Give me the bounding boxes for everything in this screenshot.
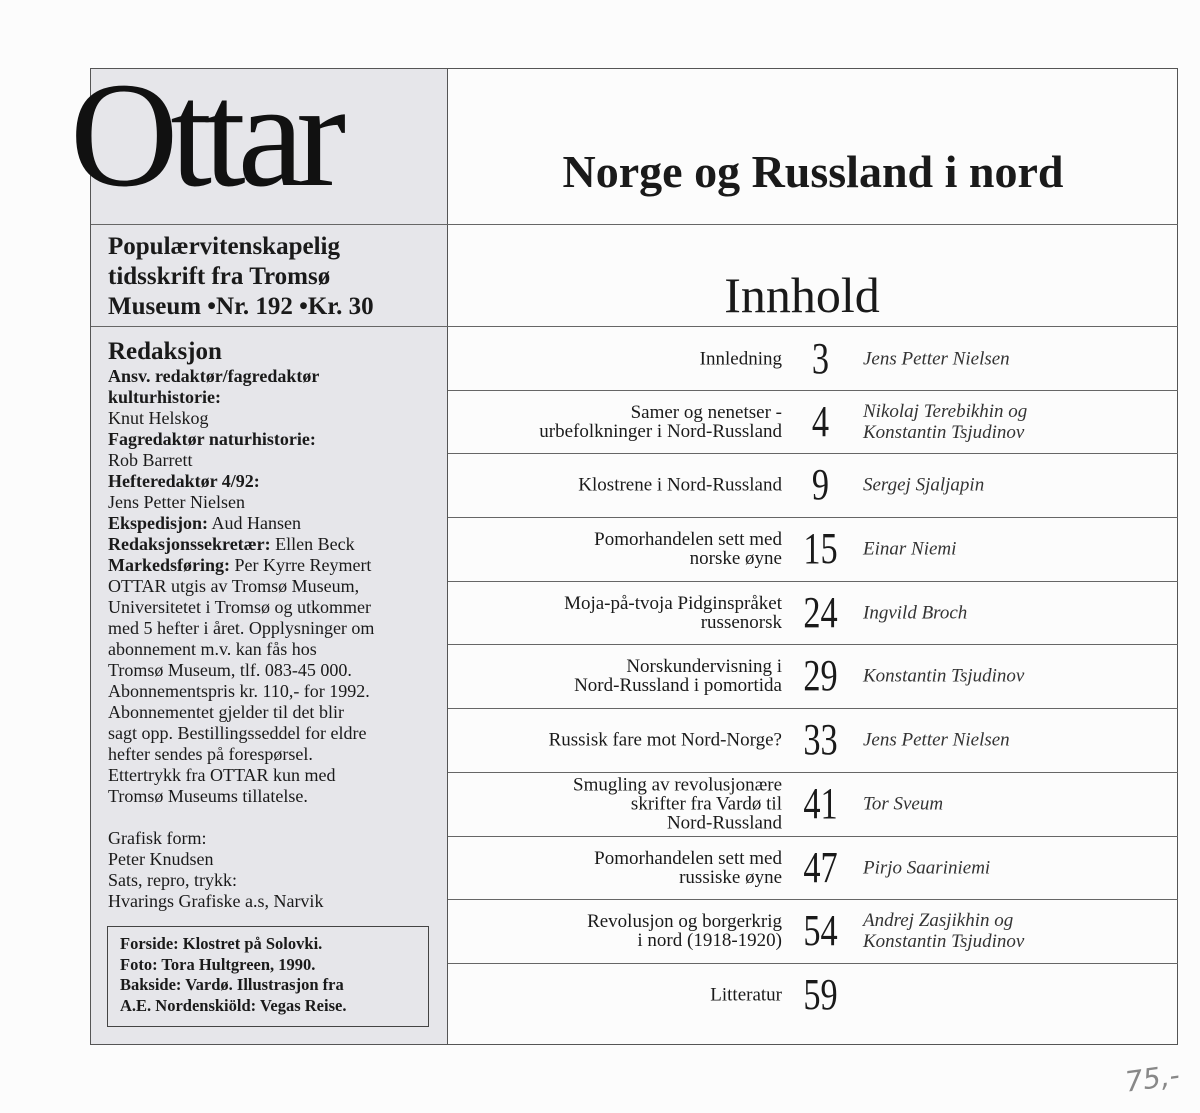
author-line: Pirjo Saariniemi bbox=[863, 857, 991, 878]
article-title bbox=[462, 731, 782, 750]
redaksjon-heading: Redaksjon bbox=[108, 338, 222, 365]
production-line: Peter Knudsen bbox=[108, 849, 214, 869]
editorial-line bbox=[108, 366, 438, 387]
editorial-line bbox=[108, 576, 438, 597]
toc-entry bbox=[448, 327, 1178, 390]
article-title bbox=[462, 849, 782, 887]
production-line: Sats, repro, trykk: bbox=[108, 870, 237, 890]
editorial-line bbox=[108, 765, 438, 786]
article-title bbox=[462, 476, 782, 495]
editorial-line bbox=[108, 723, 438, 744]
article-author bbox=[863, 794, 943, 815]
author-line: Sergej Sjaljapin bbox=[863, 474, 985, 496]
article-title-line: Nord-Russland bbox=[666, 812, 782, 834]
page-number: 9 bbox=[811, 460, 830, 509]
article-title-line: norske øyne bbox=[689, 548, 782, 569]
editorial-label: Markedsføring: bbox=[108, 555, 230, 575]
article-author bbox=[863, 730, 1010, 751]
editorial-line bbox=[108, 534, 438, 555]
article-title-line: skrifter fra Vardø til bbox=[630, 793, 782, 815]
editorial-value: Universitetet i Tromsø og utkommer bbox=[108, 597, 371, 617]
editorial-line bbox=[108, 555, 438, 576]
editorial-value: hefter sendes på forespørsel. bbox=[108, 744, 313, 764]
author-line: Jens Petter Nielsen bbox=[863, 729, 1010, 751]
editorial-value: OTTAR utgis av Tromsø Museum, bbox=[108, 576, 360, 596]
editorial-label: Fagredaktør naturhistorie: bbox=[108, 429, 316, 449]
article-title bbox=[462, 657, 782, 695]
editorial-line bbox=[108, 702, 438, 723]
credit-line: Forside: Klostret på Solovki. bbox=[120, 934, 323, 953]
page-number: 33 bbox=[803, 715, 838, 764]
article-title-line: Norskundervisning i bbox=[626, 656, 782, 677]
article-title-line: russenorsk bbox=[700, 611, 782, 633]
article-title bbox=[462, 594, 782, 632]
article-title-line: Smugling av revolusjonære bbox=[573, 774, 782, 796]
editorial-line bbox=[108, 786, 438, 807]
editorial-value: Ellen Beck bbox=[270, 534, 355, 554]
editorial-value: Tromsø Museums tillatelse. bbox=[108, 786, 308, 806]
editorial-value: Abonnementspris kr. 110,- for 1992. bbox=[108, 681, 370, 701]
ottar-logo: Ottar bbox=[70, 52, 339, 218]
editorial-line bbox=[108, 681, 438, 702]
page-number: 41 bbox=[803, 779, 838, 828]
editorial-label: Ansv. redaktør/fagredaktør bbox=[108, 366, 320, 386]
handwritten-price: 75,- bbox=[1122, 1058, 1182, 1099]
article-title-line: Moja-på-tvoja Pidginspråket bbox=[564, 592, 782, 614]
editorial-value: sagt opp. Bestillingsseddel for eldre bbox=[108, 723, 367, 743]
editorial-line bbox=[108, 660, 438, 681]
article-title-line: Nord-Russland i pomortida bbox=[574, 675, 782, 696]
tagline-line: Museum •Nr. 192 •Kr. 30 bbox=[108, 293, 374, 320]
author-line: Jens Petter Nielsen bbox=[863, 348, 1010, 369]
page-number: 3 bbox=[811, 333, 830, 383]
toc-entry bbox=[448, 963, 1178, 1027]
production-line: Hvarings Grafiske a.s, Narvik bbox=[108, 891, 324, 911]
credit-line: Foto: Tora Hultgreen, 1990. bbox=[120, 954, 316, 974]
editorial-line bbox=[108, 744, 438, 765]
contents-heading: Innhold bbox=[724, 267, 880, 323]
editorial-value: Tromsø Museum, tlf. 083-45 000. bbox=[108, 660, 352, 680]
article-title-line: Pomorhandelen sett med bbox=[594, 847, 782, 869]
author-line: Konstantin Tsjudinov bbox=[863, 665, 1025, 687]
article-title bbox=[462, 912, 782, 950]
credit-line: Bakside: Vardø. Illustrasjon fra bbox=[120, 975, 344, 994]
page-number: 24 bbox=[803, 587, 838, 637]
article-author bbox=[863, 910, 1024, 952]
article-title-line: Russisk fare mot Nord-Norge? bbox=[548, 729, 782, 751]
article-title bbox=[462, 349, 782, 368]
editorial-value: abonnement m.v. kan fås hos bbox=[108, 639, 317, 659]
article-title-line: Klostrene i Nord-Russland bbox=[578, 474, 782, 496]
editorial-label: Ekspedisjon: bbox=[108, 513, 209, 533]
page-number: 4 bbox=[811, 396, 830, 446]
article-title-line: urbefolkninger i Nord-Russland bbox=[539, 420, 782, 442]
editorial-value: Per Kyrre Reymert bbox=[229, 555, 372, 575]
editorial-line bbox=[108, 513, 438, 534]
editorial-value: Ettertrykk fra OTTAR kun med bbox=[108, 765, 336, 785]
editorial-line bbox=[108, 639, 438, 660]
article-author bbox=[863, 666, 1024, 687]
page-number: 59 bbox=[803, 970, 838, 1019]
author-line: Konstantin Tsjudinov bbox=[863, 421, 1025, 443]
tagline-line: Populærvitenskapelig bbox=[108, 233, 340, 260]
editorial-line bbox=[108, 492, 438, 513]
article-title-line: russiske øyne bbox=[679, 866, 782, 888]
toc-entry bbox=[448, 453, 1178, 517]
author-line: Andrej Zasjikhin og bbox=[863, 910, 1014, 931]
editorial-value: Knut Helskog bbox=[108, 408, 209, 428]
author-line: Konstantin Tsjudinov bbox=[863, 931, 1025, 952]
editorial-line bbox=[108, 597, 438, 618]
article-author bbox=[863, 348, 1010, 369]
editorial-info bbox=[108, 338, 438, 912]
toc-entry bbox=[448, 899, 1178, 963]
article-author bbox=[863, 401, 1027, 443]
editorial-value: Abonnementet gjelder til det blir bbox=[108, 702, 344, 722]
article-title bbox=[462, 403, 782, 441]
toc-entry bbox=[448, 772, 1178, 836]
production-line: Grafisk form: bbox=[108, 828, 207, 848]
page-number: 47 bbox=[803, 842, 838, 892]
article-title bbox=[462, 530, 782, 568]
credit-line: A.E. Nordenskiöld: Vegas Reise. bbox=[120, 995, 347, 1015]
editorial-line bbox=[108, 387, 438, 408]
page-number: 54 bbox=[803, 906, 838, 955]
issue-title: Norge og Russland i nord bbox=[562, 146, 1064, 197]
editorial-line bbox=[108, 450, 438, 471]
cover-credits bbox=[107, 926, 429, 1027]
editorial-label: Redaksjonssekretær: bbox=[108, 534, 271, 554]
author-line: Ingvild Broch bbox=[863, 602, 968, 623]
article-title-line: Samer og nenetser - bbox=[630, 401, 782, 423]
author-line: Einar Niemi bbox=[863, 538, 957, 560]
article-author bbox=[863, 602, 967, 623]
article-title bbox=[462, 776, 782, 833]
author-line: Nikolaj Terebikhin og bbox=[863, 400, 1028, 422]
toc-entry bbox=[448, 836, 1178, 899]
editorial-line bbox=[108, 618, 438, 639]
page-number: 15 bbox=[803, 524, 838, 573]
editorial-label: Hefteredaktør 4/92: bbox=[108, 471, 260, 491]
toc-entry bbox=[448, 644, 1178, 708]
page-number: 29 bbox=[803, 651, 838, 700]
article-author bbox=[863, 475, 984, 496]
divider bbox=[91, 224, 1178, 225]
article-title-line: Pomorhandelen sett med bbox=[594, 529, 782, 550]
editorial-line bbox=[108, 429, 438, 450]
editorial-label: kulturhistorie: bbox=[108, 387, 222, 407]
toc-entry bbox=[448, 390, 1178, 453]
article-title-line: i nord (1918-1920) bbox=[637, 930, 782, 951]
tagline bbox=[108, 232, 374, 322]
editorial-value: med 5 hefter i året. Opplysninger om bbox=[108, 618, 375, 638]
toc-entry bbox=[448, 708, 1178, 772]
article-title-line: Revolusjon og borgerkrig bbox=[587, 911, 782, 932]
editorial-value: Aud Hansen bbox=[208, 513, 302, 533]
toc-entry bbox=[448, 581, 1178, 644]
tagline-line: tidsskrift fra Tromsø bbox=[108, 263, 331, 290]
article-author bbox=[863, 857, 990, 878]
author-line: Tor Sveum bbox=[863, 793, 944, 815]
editorial-value: Rob Barrett bbox=[108, 450, 193, 470]
article-title bbox=[462, 986, 782, 1005]
article-title-line: Litteratur bbox=[710, 984, 782, 1006]
editorial-value: Jens Petter Nielsen bbox=[108, 492, 245, 512]
editorial-line bbox=[108, 408, 438, 429]
article-author bbox=[863, 539, 956, 560]
toc-entry bbox=[448, 517, 1178, 581]
article-title-line: Innledning bbox=[699, 348, 782, 369]
editorial-line bbox=[108, 471, 438, 492]
